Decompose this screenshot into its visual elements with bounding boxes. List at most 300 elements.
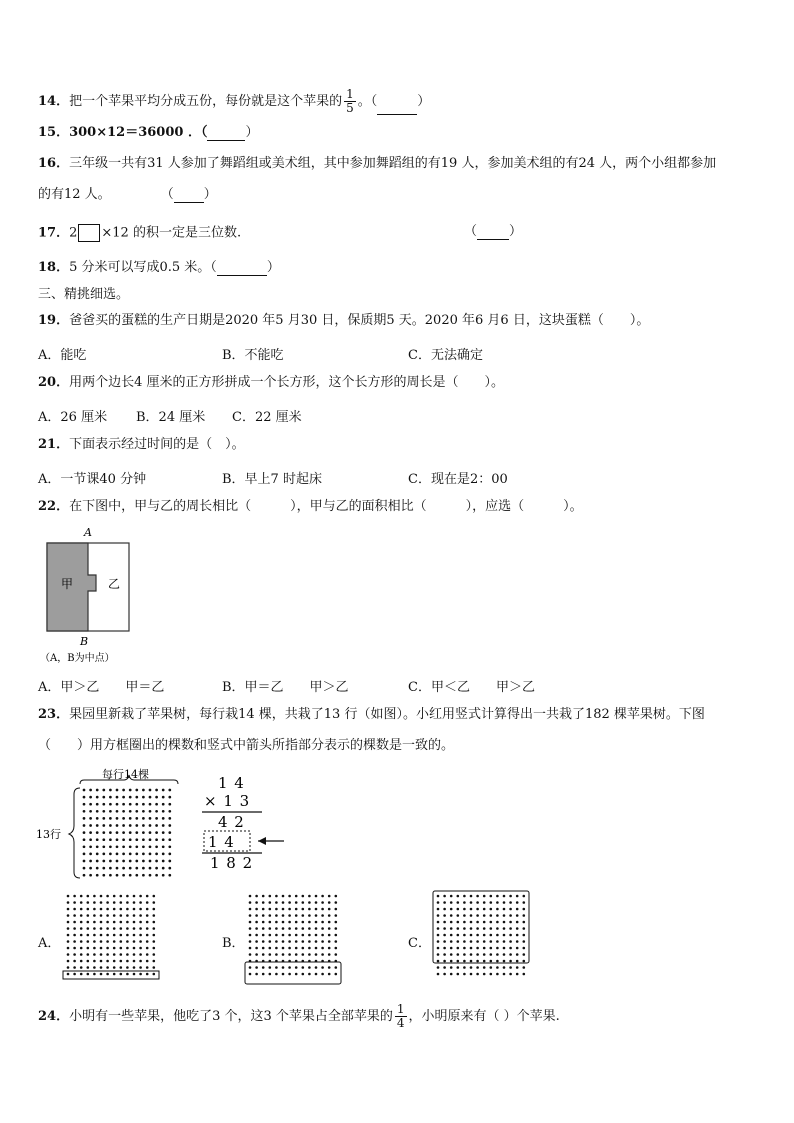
tree-dot: [83, 860, 86, 863]
tree-dot: [153, 895, 156, 898]
tree-dot: [255, 901, 258, 904]
tree-dot: [509, 960, 512, 963]
tree-dot: [457, 927, 460, 930]
tree-dot: [116, 831, 119, 834]
tree-dot: [80, 947, 83, 950]
tree-dot: [146, 973, 149, 976]
tree-dot: [282, 940, 285, 943]
option-c[interactable]: C．无法确定: [408, 348, 483, 363]
tree-dot: [120, 953, 123, 956]
main-dot-grid: [83, 789, 171, 877]
tree-dot: [133, 973, 136, 976]
tree-dot: [503, 973, 506, 976]
tree-dot: [109, 831, 112, 834]
tree-dot: [106, 953, 109, 956]
tree-dot: [308, 947, 311, 950]
tree-dot: [116, 824, 119, 827]
tree-dot: [476, 921, 479, 924]
tree-dot: [470, 927, 473, 930]
tree-dot: [113, 914, 116, 917]
tree-dot: [73, 908, 76, 911]
tree-dot: [126, 901, 129, 904]
tree-dot: [96, 817, 99, 820]
tree-dot: [109, 796, 112, 799]
option-b[interactable]: B．: [222, 936, 245, 951]
tree-dot: [269, 934, 272, 937]
tree-dot: [168, 796, 171, 799]
tree-dot: [139, 927, 142, 930]
tree-dot: [73, 927, 76, 930]
tree-dot: [509, 914, 512, 917]
tree-dot: [83, 874, 86, 877]
tree-dot: [437, 901, 440, 904]
tree-dot: [321, 947, 324, 950]
tree-dot: [450, 914, 453, 917]
tree-dot: [523, 895, 526, 898]
tree-dot: [93, 921, 96, 924]
tree-dot: [146, 953, 149, 956]
tree-dot: [142, 817, 145, 820]
tree-dot: [503, 940, 506, 943]
tree-dot: [149, 817, 152, 820]
tree-dot: [503, 953, 506, 956]
tree-dot: [120, 927, 123, 930]
tree-dot: [129, 867, 132, 870]
tree-dot: [93, 940, 96, 943]
tree-dot: [129, 831, 132, 834]
tree-dot: [87, 973, 90, 976]
tree-dot: [443, 953, 446, 956]
tree-dot: [443, 973, 446, 976]
tree-dot: [463, 973, 466, 976]
tree-dot: [122, 853, 125, 856]
option-b[interactable]: B．24 厘米: [136, 410, 206, 425]
tree-dot: [302, 908, 305, 911]
option-c[interactable]: C．: [408, 936, 431, 951]
tree-dot: [87, 947, 90, 950]
tree-dot: [457, 908, 460, 911]
option-c[interactable]: C．甲＜乙 甲＞乙: [408, 680, 535, 695]
answer-blank[interactable]: [217, 263, 267, 276]
tree-dot: [328, 953, 331, 956]
tree-dot: [106, 927, 109, 930]
option-b[interactable]: B．不能吃: [222, 348, 284, 363]
tree-dot: [102, 874, 105, 877]
tree-dot: [80, 966, 83, 969]
tree-dot: [275, 901, 278, 904]
tree-dot: [168, 831, 171, 834]
answer-blank[interactable]: [377, 102, 417, 115]
question-22: [38, 499, 583, 515]
tree-dot: [135, 838, 138, 841]
tree-dot: [496, 914, 499, 917]
tree-dot: [146, 908, 149, 911]
tree-dot: [102, 803, 105, 806]
tree-dot: [496, 901, 499, 904]
tree-dot: [328, 966, 331, 969]
tree-dot: [476, 966, 479, 969]
tree-dot: [133, 953, 136, 956]
tree-dot: [93, 908, 96, 911]
tree-dot: [168, 874, 171, 877]
tree-dot: [116, 860, 119, 863]
tree-dot: [483, 966, 486, 969]
tree-dot: [295, 934, 298, 937]
tree-dot: [96, 838, 99, 841]
tree-dot: [457, 921, 460, 924]
tree-dot: [109, 838, 112, 841]
tree-dot: [122, 838, 125, 841]
option-a[interactable]: A．一节课40 分钟: [38, 472, 147, 487]
fraction-denominator: 5: [346, 101, 354, 115]
tree-dot: [102, 831, 105, 834]
tree-dot: [275, 953, 278, 956]
tree-dot: [133, 901, 136, 904]
tree-dot: [139, 914, 142, 917]
tree-dot: [328, 927, 331, 930]
tree-dot: [116, 796, 119, 799]
tree-dot: [155, 789, 158, 792]
tree-dot: [67, 960, 70, 963]
tree-dot: [503, 908, 506, 911]
tree-dot: [83, 789, 86, 792]
fraction-denominator: 4: [396, 1016, 405, 1030]
tree-dot: [142, 824, 145, 827]
tree-dot: [335, 940, 338, 943]
tree-dot: [321, 921, 324, 924]
tree-dot: [135, 824, 138, 827]
tree-dot: [87, 921, 90, 924]
tree-dot: [142, 867, 145, 870]
tree-dot: [116, 789, 119, 792]
tree-dot: [162, 838, 165, 841]
tree-dot: [288, 973, 291, 976]
tree-dot: [457, 953, 460, 956]
tree-dot: [135, 796, 138, 799]
tree-dot: [153, 940, 156, 943]
tree-dot: [109, 824, 112, 827]
tree-dot: [523, 953, 526, 956]
label-a: A: [84, 526, 92, 539]
tree-dot: [149, 838, 152, 841]
tree-dot: [126, 914, 129, 917]
tree-dot: [102, 789, 105, 792]
tree-dot: [100, 934, 103, 937]
tree-dot: [315, 901, 318, 904]
question-number: 18．: [38, 260, 70, 275]
tree-dot: [162, 860, 165, 863]
option-a[interactable]: A．甲＞乙 甲＝乙: [38, 680, 165, 695]
option-b[interactable]: B．早上7 时起床: [222, 472, 322, 487]
tree-dot: [142, 803, 145, 806]
tree-dot: [437, 960, 440, 963]
tree-dot: [328, 908, 331, 911]
question-text: 三年级一共有31 人参加了舞蹈组或美术组，其中参加舞蹈组的有19 人，参加美术组的有24 人，两个小组都参加: [69, 156, 717, 171]
option-a[interactable]: A．26 厘米: [38, 410, 108, 425]
tree-dot: [463, 940, 466, 943]
question-text: ）: [417, 94, 431, 109]
tree-dot: [443, 960, 446, 963]
tree-dot: [523, 973, 526, 976]
tree-dot: [122, 789, 125, 792]
tree-dot: [73, 901, 76, 904]
question-text: 。（: [357, 94, 378, 109]
tree-dot: [470, 908, 473, 911]
tree-dot: [262, 934, 265, 937]
tree-dot: [139, 947, 142, 950]
tree-dot: [463, 927, 466, 930]
label-b: B: [80, 635, 89, 648]
tree-dot: [450, 934, 453, 937]
tree-dot: [100, 973, 103, 976]
tree-dot: [135, 860, 138, 863]
tree-dot: [96, 796, 99, 799]
tree-dot: [249, 947, 252, 950]
option-a[interactable]: A．能吃: [38, 348, 87, 363]
tree-dot: [282, 934, 285, 937]
tree-dot: [80, 940, 83, 943]
tree-dot: [457, 966, 460, 969]
tree-dot: [249, 953, 252, 956]
tree-dot: [100, 901, 103, 904]
tree-dot: [168, 853, 171, 856]
question-text: 5 分米可以写成0.5 米。（: [69, 260, 217, 275]
tree-dot: [73, 953, 76, 956]
tree-dot: [93, 934, 96, 937]
fraction: [395, 1003, 407, 1030]
tree-dot: [126, 934, 129, 937]
tree-dot: [496, 921, 499, 924]
tree-dot: [516, 947, 519, 950]
tree-dot: [450, 973, 453, 976]
tree-dot: [255, 914, 258, 917]
tree-dot: [89, 831, 92, 834]
tree-dot: [503, 927, 506, 930]
tree-dot: [328, 947, 331, 950]
tree-dot: [443, 947, 446, 950]
tree-dot: [516, 895, 519, 898]
tree-dot: [102, 860, 105, 863]
tree-dot: [308, 927, 311, 930]
tree-dot: [457, 947, 460, 950]
answer-blank[interactable]: [207, 128, 245, 141]
tree-dot: [89, 810, 92, 813]
tree-dot: [295, 921, 298, 924]
tree-dot: [146, 895, 149, 898]
tree-dot: [315, 921, 318, 924]
tree-dot: [113, 934, 116, 937]
question-20: [38, 375, 504, 391]
tree-dot: [302, 953, 305, 956]
tree-dot: [308, 953, 311, 956]
tree-dot: [73, 947, 76, 950]
tree-dot: [282, 953, 285, 956]
tree-dot: [80, 973, 83, 976]
tree-dot: [335, 966, 338, 969]
tree-dot: [437, 973, 440, 976]
tree-dot: [335, 947, 338, 950]
tree-dot: [249, 973, 252, 976]
tree-dot: [139, 940, 142, 943]
tree-dot: [450, 895, 453, 898]
tree-dot: [457, 973, 460, 976]
question-text: （ ）用方框圈出的棵数和竖式中箭头所指部分表示的棵数是一致的。: [38, 738, 455, 753]
question-number: 23．: [38, 707, 70, 722]
tree-dot: [496, 973, 499, 976]
tree-dot: [476, 927, 479, 930]
option-c[interactable]: C．22 厘米: [232, 410, 302, 425]
option-b-grid[interactable]: [244, 892, 348, 986]
tree-dot: [122, 831, 125, 834]
tree-dot: [328, 973, 331, 976]
tree-dot: [120, 921, 123, 924]
tree-dot: [269, 947, 272, 950]
tree-dot: [67, 966, 70, 969]
tree-dot: [503, 901, 506, 904]
tree-dot: [269, 927, 272, 930]
option-c[interactable]: C．现在是2：00: [408, 472, 508, 487]
tree-dot: [120, 947, 123, 950]
tree-dot: [162, 831, 165, 834]
tree-dot: [483, 953, 486, 956]
tree-dot: [155, 803, 158, 806]
tree-dot: [470, 895, 473, 898]
tree-dot: [120, 908, 123, 911]
answer-blank[interactable]: [174, 190, 204, 203]
question-text: 用两个边长4 厘米的正方形拼成一个长方形，这个长方形的周长是（ ）。: [69, 375, 504, 390]
tree-dot: [116, 817, 119, 820]
tree-dot: [93, 966, 96, 969]
tree-dot: [126, 960, 129, 963]
tree-dot: [523, 947, 526, 950]
tree-dot: [135, 831, 138, 834]
tree-dot: [463, 921, 466, 924]
tree-dot: [463, 960, 466, 963]
tree-dot: [146, 947, 149, 950]
tree-dot: [109, 874, 112, 877]
tree-dot: [335, 901, 338, 904]
tree-dot: [100, 908, 103, 911]
tree-dot: [476, 960, 479, 963]
question-text: ，小明原来有（ ）个苹果.: [408, 1009, 560, 1024]
tree-dot: [450, 953, 453, 956]
tree-dot: [476, 908, 479, 911]
tree-dot: [83, 831, 86, 834]
tree-dot: [126, 966, 129, 969]
tree-dot: [523, 960, 526, 963]
tree-dot: [275, 921, 278, 924]
tree-dot: [162, 796, 165, 799]
tree-dot: [73, 914, 76, 917]
tree-dot: [73, 966, 76, 969]
tree-dot: [523, 921, 526, 924]
tree-dot: [149, 810, 152, 813]
tree-dot: [153, 914, 156, 917]
tree-dot: [120, 914, 123, 917]
tree-dot: [335, 914, 338, 917]
tree-dot: [139, 908, 142, 911]
tree-dot: [295, 901, 298, 904]
tree-dot: [503, 960, 506, 963]
tree-dot: [113, 973, 116, 976]
question-number: 17．: [38, 225, 70, 241]
tree-dot: [100, 953, 103, 956]
tree-dot: [67, 940, 70, 943]
tree-dot: [146, 966, 149, 969]
tree-dot: [321, 927, 324, 930]
tree-dot: [83, 817, 86, 820]
tree-dot: [133, 960, 136, 963]
rows-label: 13行: [36, 828, 61, 841]
tree-dot: [470, 973, 473, 976]
answer-blank[interactable]: [477, 227, 509, 240]
tree-dot: [509, 895, 512, 898]
tree-dot: [490, 966, 493, 969]
tree-dot: [470, 940, 473, 943]
tree-dot: [321, 953, 324, 956]
tree-dot: [463, 953, 466, 956]
tree-dot: [443, 914, 446, 917]
tree-dot: [73, 960, 76, 963]
tree-dot: [308, 901, 311, 904]
tree-dot: [116, 853, 119, 856]
option-a-grid[interactable]: [62, 892, 162, 984]
tree-dot: [255, 953, 258, 956]
option-c-grid[interactable]: [432, 890, 536, 988]
tree-dot: [149, 845, 152, 848]
tree-dot: [282, 973, 285, 976]
digit-box[interactable]: [78, 224, 100, 242]
tree-dot: [262, 953, 265, 956]
tree-dot: [443, 927, 446, 930]
tree-dot: [335, 927, 338, 930]
tree-dot: [490, 908, 493, 911]
tree-dot: [288, 947, 291, 950]
question-text: 小明有一些苹果，他吃了3 个，这3 个苹果占全部苹果的: [69, 1009, 393, 1024]
tree-dot: [116, 810, 119, 813]
tree-dot: [275, 895, 278, 898]
tree-dot: [73, 934, 76, 937]
tree-dot: [142, 838, 145, 841]
tree-dot: [122, 803, 125, 806]
tree-dot: [509, 901, 512, 904]
tree-dot: [249, 927, 252, 930]
tree-dot: [308, 914, 311, 917]
tree-dot: [106, 966, 109, 969]
tree-dot: [516, 934, 519, 937]
option-a[interactable]: A．: [38, 936, 61, 951]
tree-dot: [142, 789, 145, 792]
tree-dot: [262, 947, 265, 950]
tree-dot: [87, 953, 90, 956]
tree-dot: [133, 908, 136, 911]
tree-dot: [255, 895, 258, 898]
tree-dot: [282, 908, 285, 911]
tree-dot: [262, 940, 265, 943]
tree-dot: [83, 853, 86, 856]
tree-dot: [496, 908, 499, 911]
tree-dot: [126, 940, 129, 943]
tree-dot: [109, 867, 112, 870]
tree-dot: [87, 895, 90, 898]
tree-dot: [509, 973, 512, 976]
tree-dot: [120, 901, 123, 904]
tree-dot: [102, 810, 105, 813]
tree-dot: [255, 934, 258, 937]
tree-dot: [463, 908, 466, 911]
option-c-box: [433, 891, 529, 963]
option-b[interactable]: B．甲＝乙 甲＞乙: [222, 680, 349, 695]
